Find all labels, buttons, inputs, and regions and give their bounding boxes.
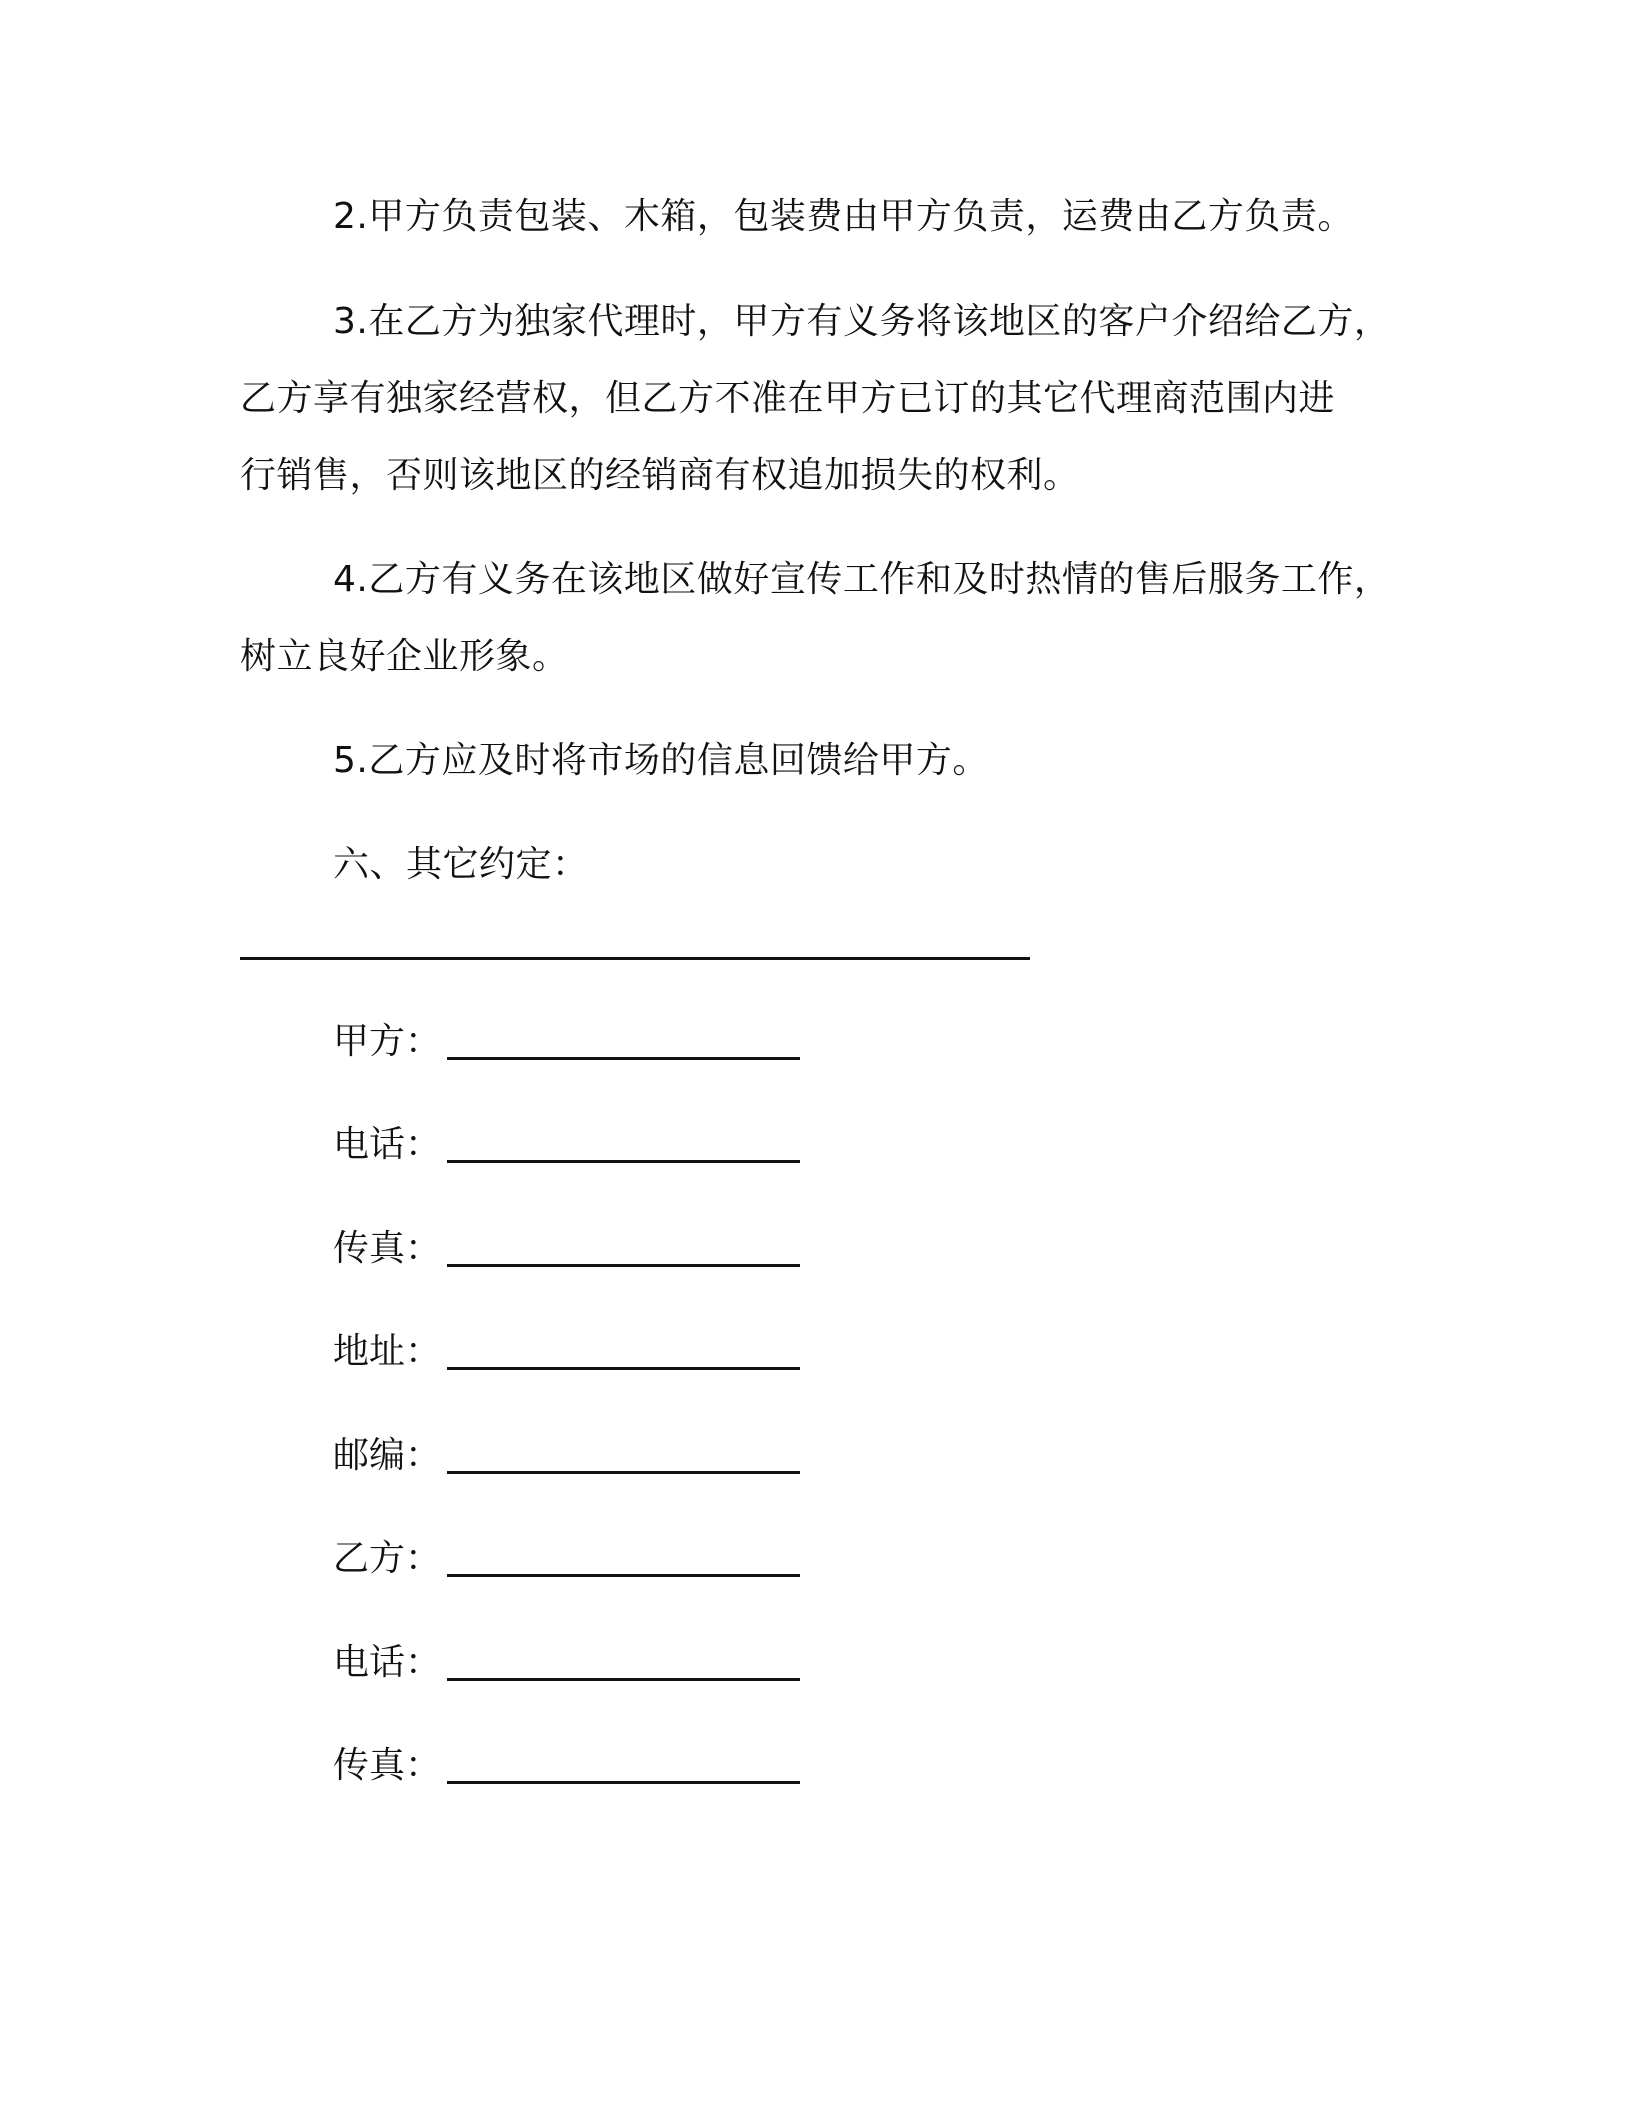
party-b-blank[interactable] — [447, 1573, 800, 1577]
clause-5: 5.乙方应及时将市场的信息回馈给甲方。 — [333, 740, 989, 781]
party-b-fax-blank[interactable] — [447, 1780, 800, 1784]
other-terms-blank-line[interactable] — [240, 957, 1030, 960]
field-label: 电话： — [333, 1642, 442, 1683]
party-a-field[interactable] — [333, 1020, 800, 1064]
field-label: 地址： — [333, 1331, 442, 1372]
party-a-postcode-field[interactable] — [333, 1434, 800, 1478]
clause-3-line-1: 3.在乙方为独家代理时，甲方有义务将该地区的客户介绍给乙方， — [333, 301, 1391, 342]
party-b-phone-field[interactable] — [333, 1641, 800, 1685]
clause-3-line-2: 乙方享有独家经营权，但乙方不准在甲方已订的其它代理商范围内进 — [240, 378, 1336, 419]
party-b-phone-blank[interactable] — [447, 1677, 800, 1681]
party-a-phone-field[interactable] — [333, 1123, 800, 1167]
field-label: 电话： — [333, 1124, 442, 1165]
clause-4-line-2: 树立良好企业形象。 — [240, 636, 569, 677]
party-a-fax-blank[interactable] — [447, 1263, 800, 1267]
field-label: 传真： — [333, 1228, 442, 1269]
party-a-address-field[interactable] — [333, 1330, 800, 1374]
clause-4-line-1: 4.乙方有义务在该地区做好宣传工作和及时热情的售后服务工作， — [333, 559, 1391, 600]
field-label: 乙方： — [333, 1538, 442, 1579]
party-a-blank[interactable] — [447, 1056, 800, 1060]
party-a-phone-blank[interactable] — [447, 1159, 800, 1163]
field-label: 邮编： — [333, 1435, 442, 1476]
party-a-postcode-blank[interactable] — [447, 1470, 800, 1474]
field-label: 传真： — [333, 1745, 442, 1786]
party-b-field[interactable] — [333, 1537, 800, 1581]
party-a-address-blank[interactable] — [447, 1366, 800, 1370]
party-b-fax-field[interactable] — [333, 1744, 800, 1788]
party-a-fax-field[interactable] — [333, 1227, 800, 1271]
clause-3-line-3: 行销售，否则该地区的经销商有权追加损失的权利。 — [240, 455, 1080, 496]
section-6-heading: 六、其它约定： — [333, 844, 589, 885]
field-label: 甲方： — [333, 1021, 442, 1062]
clause-2: 2.甲方负责包装、木箱，包装费由甲方负责，运费由乙方负责。 — [333, 196, 1354, 237]
